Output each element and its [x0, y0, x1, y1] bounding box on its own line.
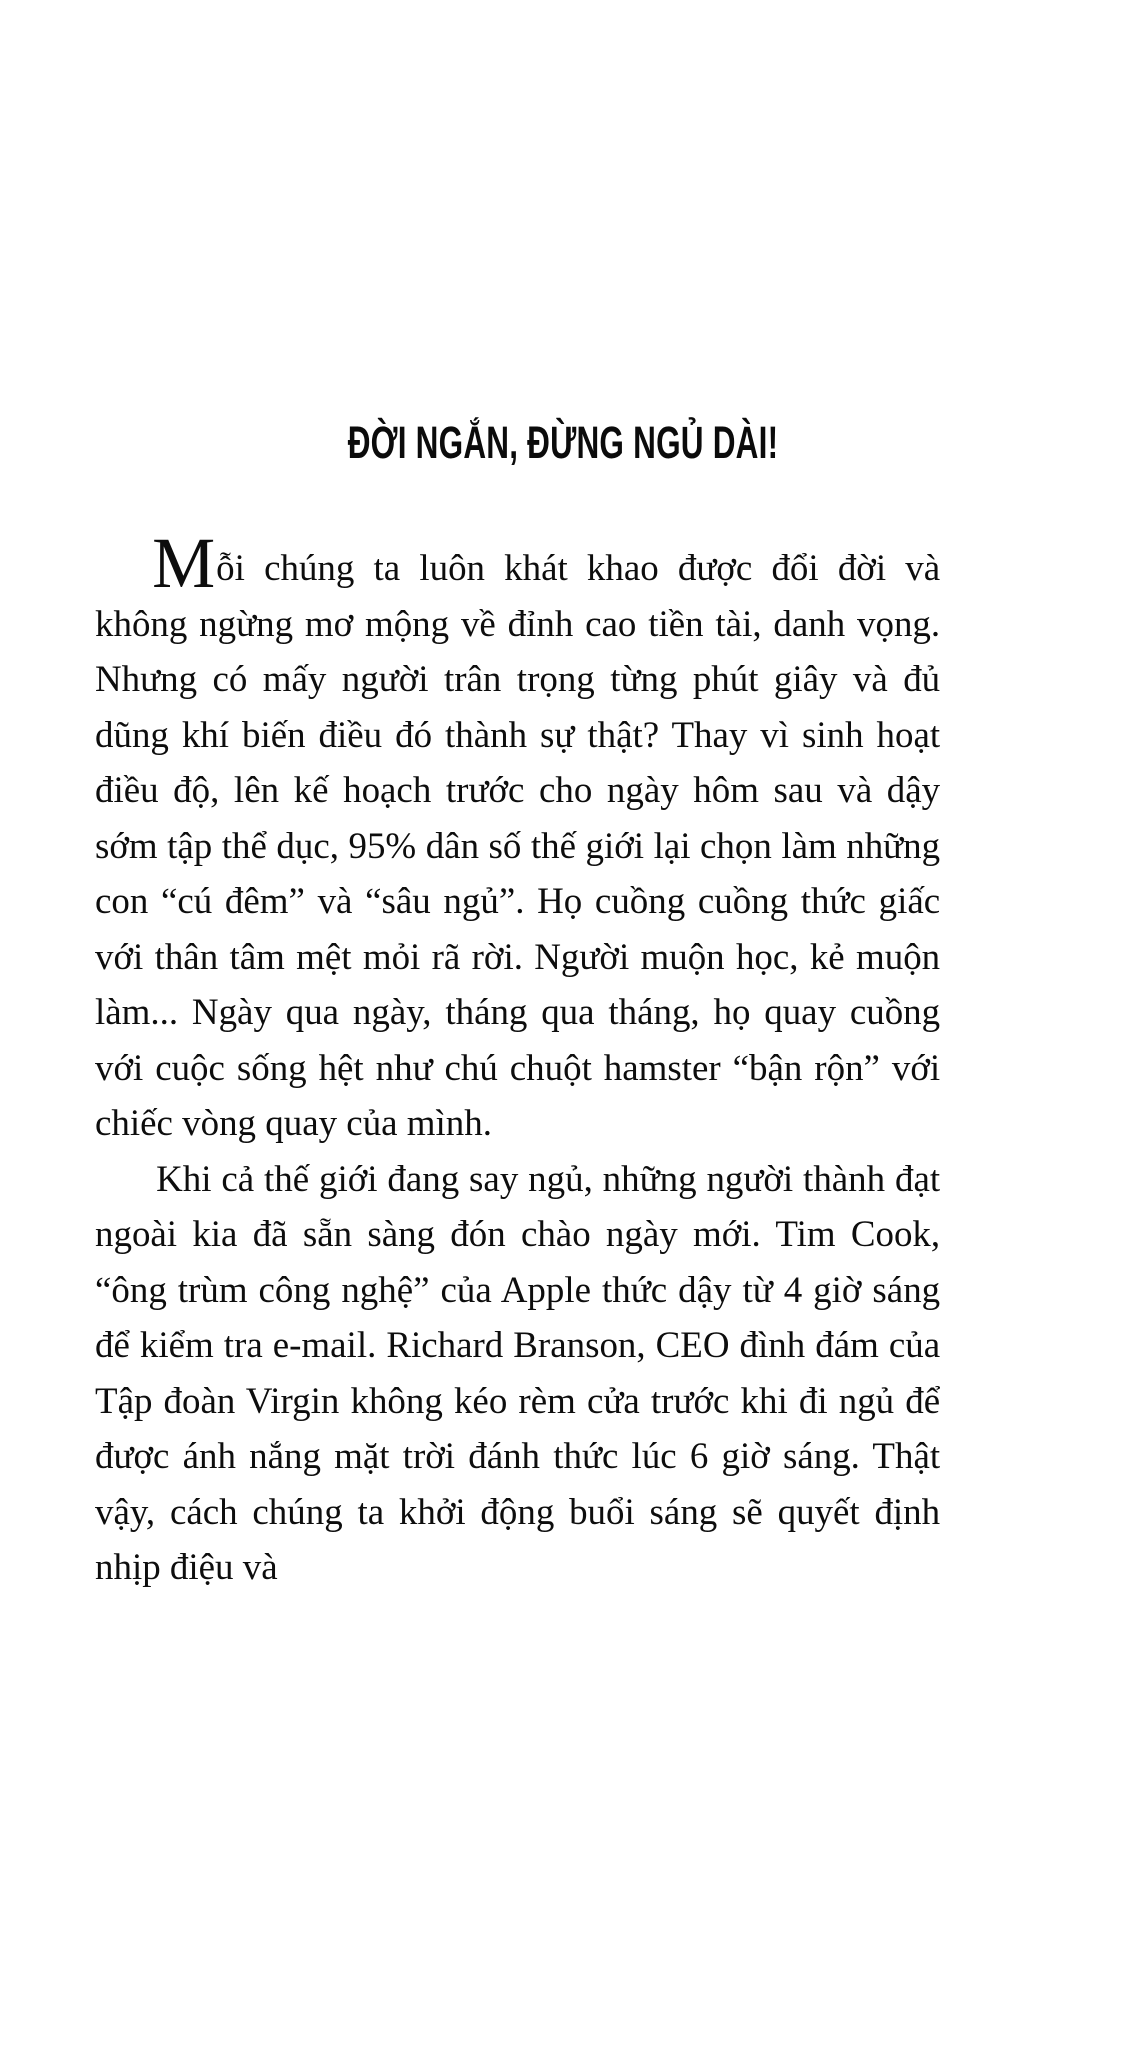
body-text-block — [95, 523, 953, 1596]
chapter-heading: ĐỜI NGẮN, ĐỪNG NGỦ DÀI! — [347, 417, 779, 469]
initial-cap: M — [152, 523, 216, 603]
body-paragraph — [95, 523, 941, 1152]
body-paragraph-text: ỗi chúng ta luôn khát khao được đổi đời và không ngừng mơ mộng về đỉnh cao tiền tài, danh vọng. Nhưng có mấy người trân trọng từng phút giây và đủ dũng khí biến điều đó thành sự thật? Thay vì sinh hoạt điều độ, lên kế hoạch trước cho ngày hôm sau và dậy sớm tập thể dục, 95% dân số thế giới lại chọn làm những con “cú đêm” và “sâu ngủ”. Họ cuồng cuồng thức giấc với thân tâm mệt mỏi rã rời. Người muộn học, kẻ muộn làm... Ngày qua ngày, tháng qua tháng, họ quay cuồng với cuộc sống hệt như chú chuột hamster “bận rộn” với chiếc vòng quay của mình. — [95, 548, 941, 1144]
body-paragraph-text: Khi cả thế giới đang say ngủ, những người thành đạt ngoài kia đã sẵn sàng đón chào ngày mới. Tim Cook, “ông trùm công nghệ” của Apple thức dậy từ 4 giờ sáng để kiểm tra e-mail. Richard Branson, CEO đình đám của Tập đoàn Virgin không kéo rèm cửa trước khi đi ngủ để được ánh nắng mặt trời đánh thức lúc 6 giờ sáng. Thật vậy, cách chúng ta khởi động buổi sáng sẽ quyết định nhịp điệu và — [95, 1158, 941, 1588]
body-paragraph — [95, 1152, 940, 1596]
